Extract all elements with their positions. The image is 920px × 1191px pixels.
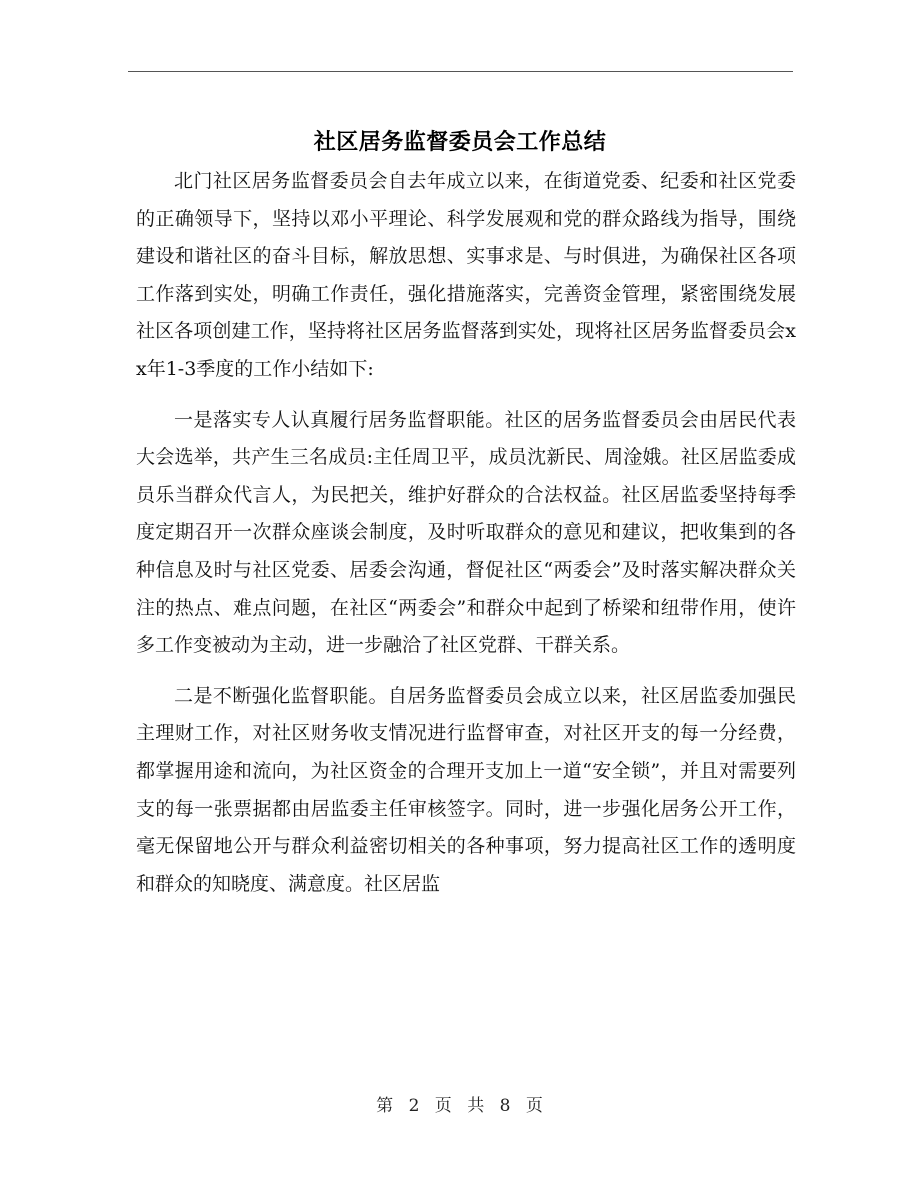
footer-total-pages: 8 xyxy=(499,1096,512,1116)
paragraph-point-one: 一是落实专人认真履行居务监督职能。社区的居务监督委员会由居民代表大会选举，共产生三名成员:主任周卫平，成员沈新民、周淦娥。社区居监委成员乐当群众代言人，为民把关，维护好群众的合法权益。社区居监委坚持每季度定期召开一次群众座谈会制度，及时听取群众的意见和建议，把收集到的各种信息及时与社区党委、居委会沟通，督促社区“两委会”及时落实解决群众关注的热点、难点问题，在社区“两委会”和群众中起到了桥梁和纽带作用，使许多工作变被动为主动，进一步融洽了社区党群、干群关系。 xyxy=(136,408,796,657)
footer-suffix: 页 xyxy=(525,1096,544,1116)
footer-current-page: 2 xyxy=(408,1096,421,1116)
footer-page-word: 页 xyxy=(434,1096,453,1116)
paragraph-intro: 北门社区居务监督委员会自去年成立以来，在街道党委、纪委和社区党委的正确领导下，坚持以邓小平理论、科学发展观和党的群众路线为指导，围绕建设和谐社区的奋斗目标，解放思想、实事求是、与时俱进，为确保社区各项工作落到实处，明确工作责任，强化措施落实，完善资金管理，紧密围绕发展社区各项创建工作，坚持将社区居务监督落到实处，现将社区居务监督委员会xx年1-3季度的工作小结如下: xyxy=(136,170,796,380)
header-rule xyxy=(128,71,793,72)
footer-prefix: 第 xyxy=(376,1096,395,1116)
document-body xyxy=(136,163,796,903)
document-title: 社区居务监督委员会工作总结 xyxy=(313,128,607,155)
page-footer xyxy=(0,1094,920,1118)
footer-total-word: 共 xyxy=(467,1096,486,1116)
paragraph-point-two: 二是不断强化监督职能。自居务监督委员会成立以来，社区居监委加强民主理财工作，对社区财务收支情况进行监督审查，对社区开支的每一分经费，都掌握用途和流向，为社区资金的合理开支加上一道“安全锁”，并且对需要列支的每一张票据都由居监委主任审核签字。同时，进一步强化居务公开工作，毫无保留地公开与群众利益密切相关的各种事项，努力提高社区工作的透明度和群众的知晓度、满意度。社区居监 xyxy=(136,684,796,895)
